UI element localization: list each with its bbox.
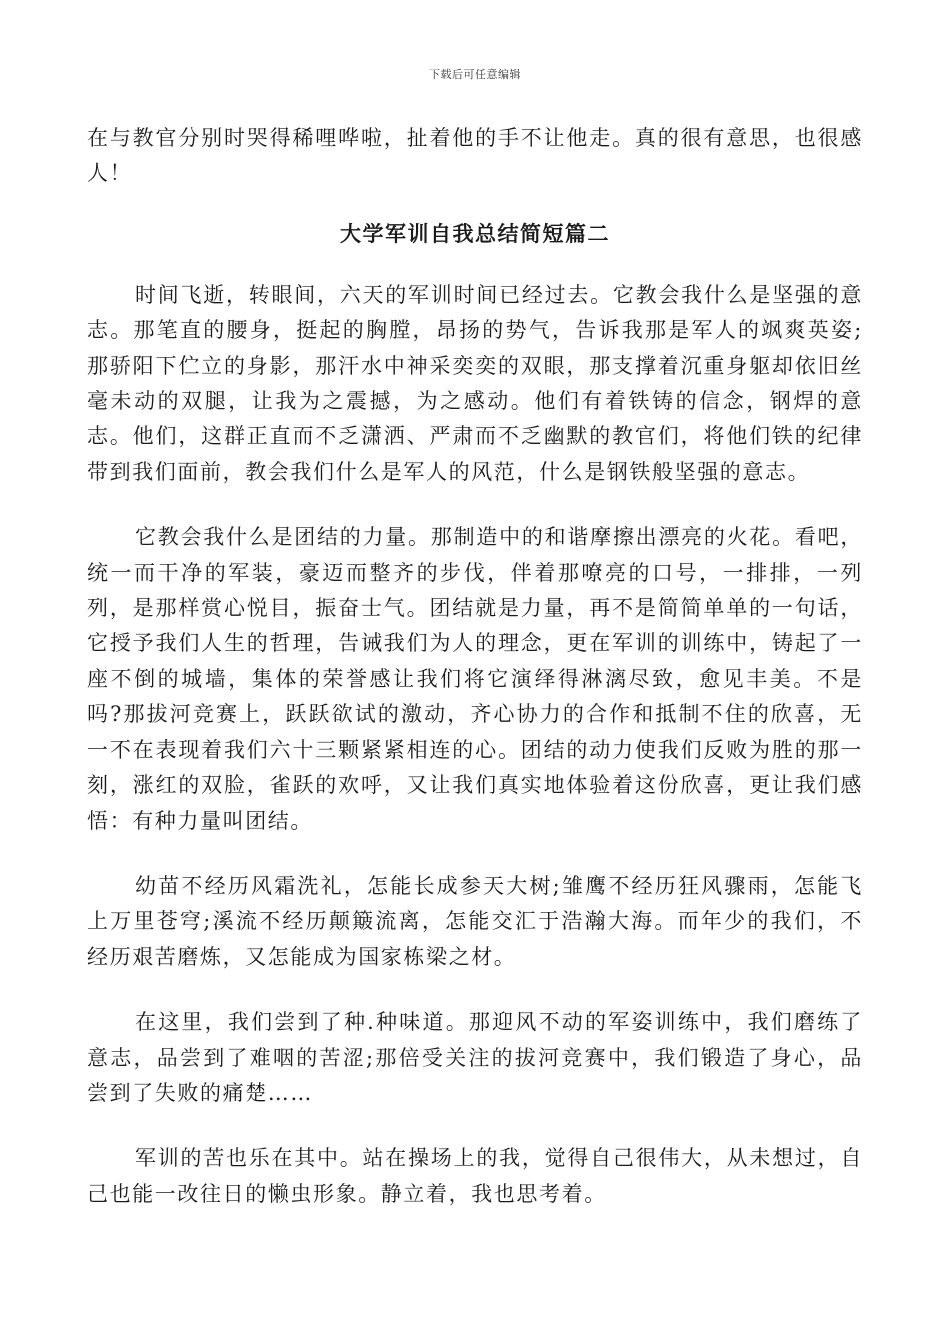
document-body: [87, 121, 863, 1212]
section-title: 大学军训自我总结简短篇二: [340, 221, 610, 246]
page-header: 下载后可任意编辑: [429, 68, 521, 81]
body-paragraph: 时间飞逝，转眼间，六天的军训时间已经过去。它教会我什么是坚强的意志。那笔直的腰身，挺起的胸膛，昂扬的势气，告诉我那是军人的飒爽英姿;那骄阳下伫立的身影，那汗水中神采奕奕的双眼，那支撑着沉重身躯却依旧丝毫未动的双腿，让我为之震撼，为之感动。他们有着铁铸的信念，钢焊的意志。他们，这群正直而不乏潇洒、严肃而不乏幽默的教官们，将他们铁的纪律带到我们面前，教会我们什么是军人的风范，什么是钢铁般坚强的意志。: [87, 282, 863, 484]
body-paragraph: 幼苗不经历风霜洗礼，怎能长成参天大树;雏鹰不经历狂风骤雨，怎能飞上万里苍穹;溪流不经历颠簸流离，怎能交汇于浩瀚大海。而年少的我们，不经历艰苦磨炼，又怎能成为国家栋梁之材。: [87, 873, 863, 969]
body-paragraph: 军训的苦也乐在其中。站在操场上的我，觉得自己很伟大，从未想过，自己也能一改往日的懒虫形象。静立着，我也思考着。: [87, 1146, 863, 1206]
body-paragraph: 在这里，我们尝到了种.种味道。那迎风不动的军姿训练中，我们磨练了意志，品尝到了难咽的苦涩;那倍受关注的拔河竞赛中，我们锻造了身心，品尝到了失败的痛楚……: [87, 1010, 863, 1105]
body-paragraph: 它教会我什么是团结的力量。那制造中的和谐摩擦出漂亮的火花。看吧，统一而干净的军装，豪迈而整齐的步伐，伴着那嘹亮的口号，一排排，一列列，是那样赏心悦目，振奋士气。团结就是力量，再不是简简单单的一句话，它授予我们人生的哲理，告诫我们为人的理念，更在军训的训练中，铸起了一座不倒的城墙，集体的荣誉感让我们将它演绎得淋漓尽致，愈见丰美。不是吗?那拔河竞赛上，跃跃欲试的激动，齐心协力的合作和抵制不住的欣喜，无一不在表现着我们六十三颗紧紧相连的心。团结的动力使我们反败为胜的那一刻，涨红的双脸，雀跃的欢呼，又让我们真实地体验着这份欣喜，更让我们感悟：有种力量叫团结。: [87, 525, 863, 833]
intro-paragraph: 在与教官分别时哭得稀哩哗啦，扯着他的手不让他走。真的很有意思，也很感人！: [87, 126, 863, 186]
